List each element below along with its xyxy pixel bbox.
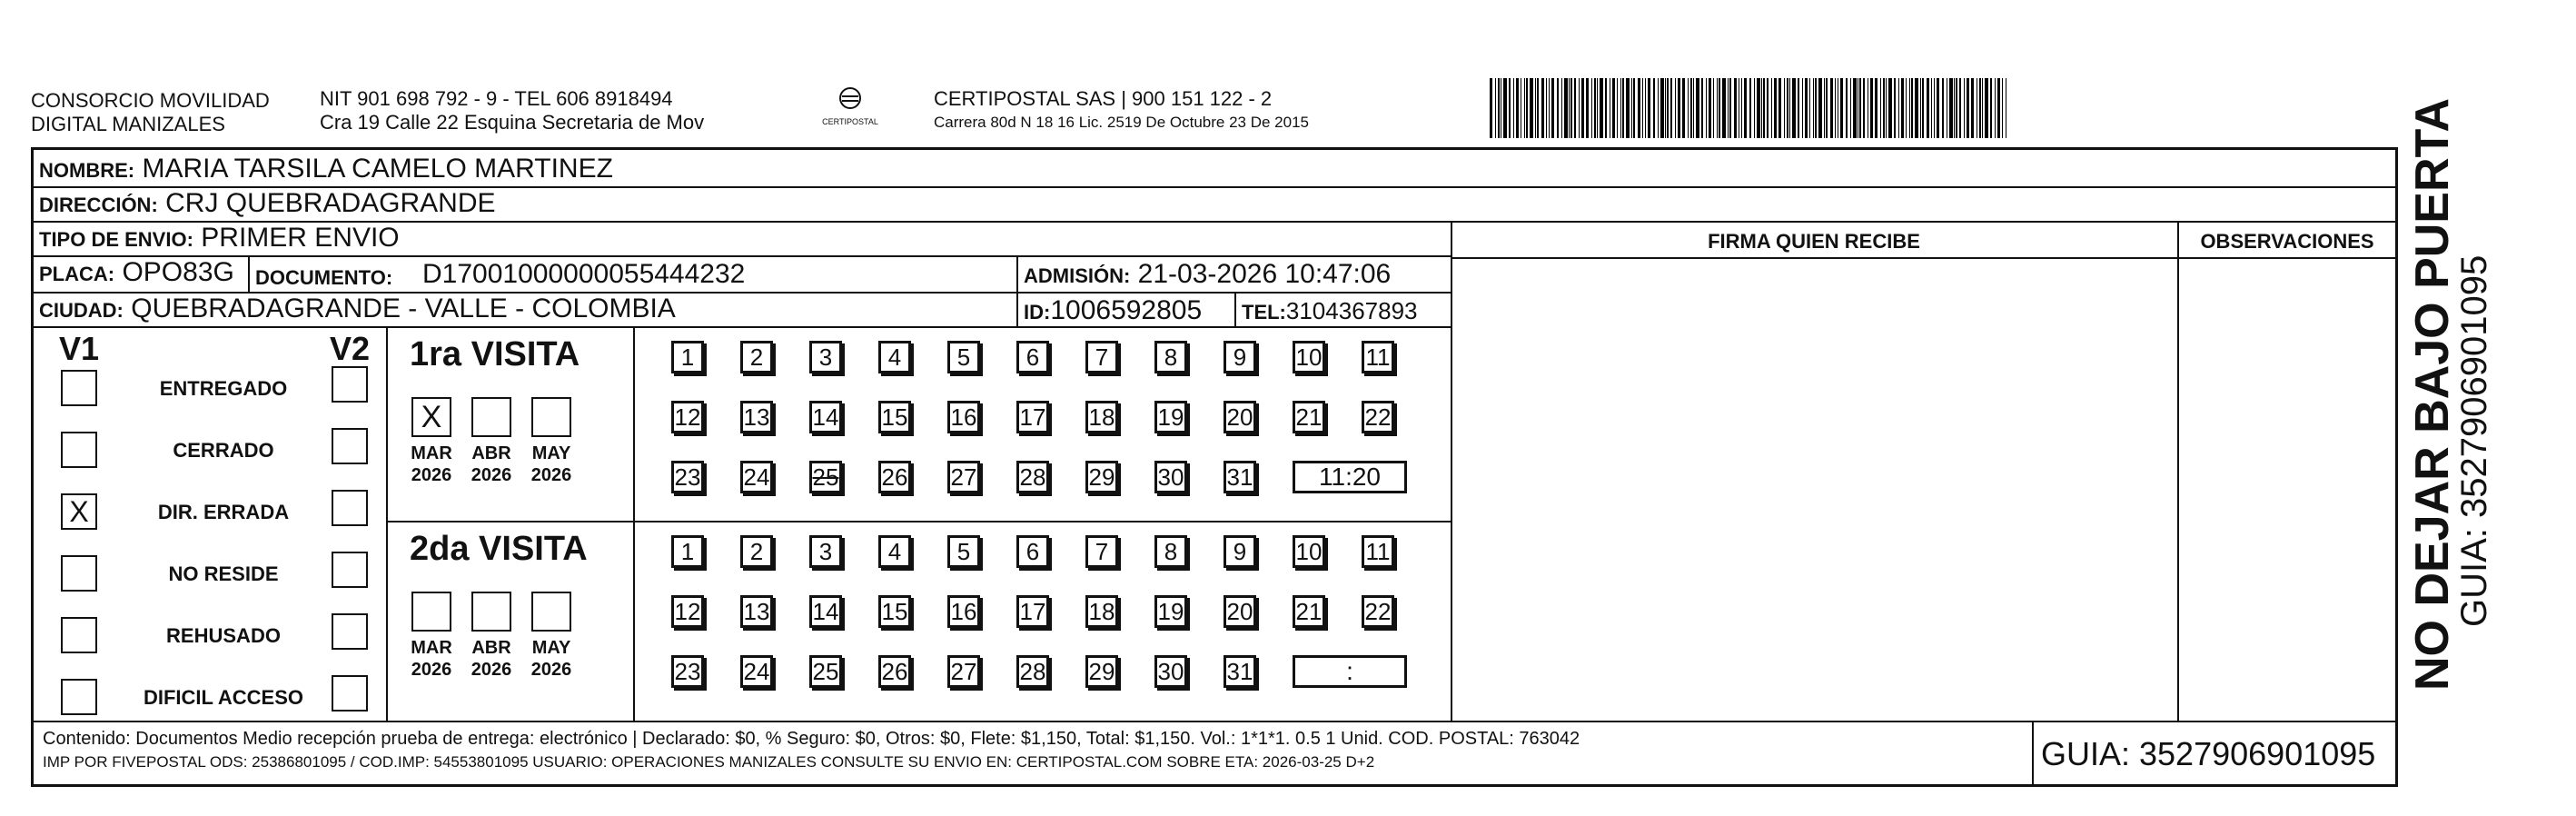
day-box[interactable]: 19	[1154, 401, 1187, 433]
day-box[interactable]: 23	[671, 461, 704, 493]
day-box[interactable]: 18	[1085, 401, 1118, 433]
visit2-title: 2da VISITA	[410, 530, 588, 568]
day-box[interactable]: 15	[878, 595, 911, 628]
v2-header: V2	[330, 330, 371, 367]
day-box[interactable]: 24	[740, 655, 773, 688]
footer-guia: GUIA: 3527906901095	[2041, 735, 2376, 772]
day-box[interactable]: 27	[947, 461, 980, 493]
month-checkbox[interactable]: X	[411, 397, 451, 437]
day-box[interactable]: 31	[1224, 655, 1256, 688]
day-box[interactable]: 28	[1016, 655, 1049, 688]
day-box[interactable]: 6	[1016, 341, 1049, 373]
placa-label: PLACA:	[39, 263, 115, 285]
time-box[interactable]: :	[1293, 655, 1407, 688]
status-v1-checkbox[interactable]: X	[61, 493, 97, 530]
placa-value: OPO83G	[122, 257, 234, 287]
day-box[interactable]: 5	[947, 535, 980, 568]
direccion-value: CRJ QUEBRADAGRANDE	[165, 188, 496, 218]
day-box[interactable]: 2	[740, 535, 773, 568]
day-box[interactable]: 7	[1085, 341, 1118, 373]
status-label: DIFICIL ACCESO	[143, 686, 303, 709]
month-checkbox[interactable]	[531, 397, 571, 437]
observaciones-label: OBSERVACIONES	[2200, 230, 2374, 253]
month-name: MAY	[531, 638, 571, 658]
status-label: DIR. ERRADA	[157, 501, 290, 523]
tipo-row	[34, 223, 1451, 257]
status-v1-checkbox[interactable]	[61, 679, 97, 715]
ciudad-label: CIUDAD:	[39, 299, 124, 322]
month-name: MAR	[411, 443, 452, 463]
day-box[interactable]: 4	[878, 535, 911, 568]
month-year: 2026	[471, 660, 512, 680]
time-box[interactable]: 11:20	[1293, 461, 1407, 493]
day-box[interactable]: 13	[740, 595, 773, 628]
month-year: 2026	[471, 465, 512, 485]
visits-area	[34, 328, 1451, 721]
day-box[interactable]: 1	[671, 535, 704, 568]
day-box[interactable]: 25	[809, 655, 842, 688]
month-label	[404, 637, 459, 681]
day-box[interactable]: 12	[671, 401, 704, 433]
footer-content: Contenido: Documentos Medio recepción prueba de entrega: electrónico | Declarado: $0, % Seguro: $0, Otros: $0, Flete: $1,150, Total: $1,150. Vol.: 1*1*1. 0.5 1 Unid. COD. POSTAL: 763042	[43, 729, 1580, 749]
day-box[interactable]: 28	[1016, 461, 1049, 493]
status-label: NO RESIDE	[168, 562, 279, 585]
day-box[interactable]: 17	[1016, 595, 1049, 628]
address-line: Cra 19 Calle 22 Esquina Secretaria de Mov	[320, 111, 705, 134]
documento-label: DOCUMENTO:	[255, 266, 393, 289]
day-box[interactable]: 3	[809, 535, 842, 568]
nombre-value: MARIA TARSILA CAMELO MARTINEZ	[142, 154, 613, 184]
day-box[interactable]: 13	[740, 401, 773, 433]
documento-value: D17001000000055444232	[422, 259, 746, 289]
id-label: ID:	[1024, 301, 1051, 323]
carrier-logo	[814, 85, 887, 126]
day-box[interactable]: 6	[1016, 535, 1049, 568]
day-box[interactable]: 17	[1016, 401, 1049, 433]
tel-value: 3104367893	[1285, 297, 1418, 324]
ciudad-value: QUEBRADAGRANDE - VALLE - COLOMBIA	[131, 294, 676, 323]
status-v2-checkbox[interactable]	[332, 366, 368, 403]
footer-imp: IMP POR FIVEPOSTAL ODS: 25386801095 / COD.IMP: 54553801095 USUARIO: OPERACIONES MANIZALES CONSULTE SU ENVIO EN: CERTIPOSTAL.COM SOBRE ETA: 2026-03-25 D+2	[43, 753, 1375, 771]
month-name: ABR	[471, 638, 511, 658]
day-box[interactable]: 25	[809, 461, 842, 493]
day-box[interactable]: 2	[740, 341, 773, 373]
month-name: MAY	[531, 443, 571, 463]
signature-area[interactable]	[1452, 259, 2175, 719]
day-box[interactable]: 27	[947, 655, 980, 688]
month-year: 2026	[530, 660, 572, 680]
status-v2-checkbox[interactable]	[332, 613, 368, 650]
status-v2-checkbox[interactable]	[332, 675, 368, 712]
day-box[interactable]: 14	[809, 401, 842, 433]
tel-label: TEL:	[1242, 301, 1286, 323]
no-dejar-bajo-puerta: NO DEJAR BAJO PUERTA	[2406, 97, 2459, 691]
day-box[interactable]: 10	[1293, 341, 1325, 373]
day-box[interactable]: 29	[1085, 655, 1118, 688]
month-checkbox[interactable]	[411, 592, 451, 632]
status-v1-checkbox[interactable]	[61, 370, 97, 406]
status-v2-checkbox[interactable]	[332, 490, 368, 526]
day-box[interactable]: 9	[1224, 535, 1256, 568]
direccion-row	[34, 188, 2395, 223]
day-box[interactable]: 11	[1362, 535, 1394, 568]
day-box[interactable]: 20	[1224, 595, 1256, 628]
status-label: CERRADO	[173, 439, 274, 462]
side-guia: GUIA: 3527906901095	[2454, 254, 2494, 627]
day-box[interactable]: 29	[1085, 461, 1118, 493]
carrier-line-2: Carrera 80d N 18 16 Lic. 2519 De Octubre 23 De 2015	[934, 114, 1309, 131]
logo-icon	[834, 85, 867, 113]
day-box[interactable]: 14	[809, 595, 842, 628]
v1-header: V1	[59, 330, 100, 367]
status-v2-checkbox[interactable]	[332, 552, 368, 588]
month-year: 2026	[530, 465, 572, 485]
day-box[interactable]: 19	[1154, 595, 1187, 628]
day-box[interactable]: 18	[1085, 595, 1118, 628]
day-box[interactable]: 30	[1154, 461, 1187, 493]
carrier-line-1: CERTIPOSTAL SAS | 900 151 122 - 2	[934, 87, 1273, 110]
admision-label: ADMISIÓN:	[1024, 264, 1131, 287]
day-box[interactable]: 26	[878, 655, 911, 688]
observations-area[interactable]	[2179, 259, 2393, 719]
day-box[interactable]: 26	[878, 461, 911, 493]
visit1-title: 1ra VISITA	[410, 335, 580, 373]
firma-label: FIRMA QUIEN RECIBE	[1708, 230, 1920, 253]
admision-value: 21-03-2026 10:47:06	[1137, 259, 1392, 289]
day-box[interactable]: 16	[947, 401, 980, 433]
status-label: ENTREGADO	[159, 377, 288, 400]
day-box[interactable]: 31	[1224, 461, 1256, 493]
day-box[interactable]: 20	[1224, 401, 1256, 433]
day-box[interactable]: 30	[1154, 655, 1187, 688]
nombre-label: NOMBRE:	[39, 159, 135, 182]
company-contact	[320, 87, 704, 134]
day-box[interactable]: 5	[947, 341, 980, 373]
month-label	[464, 443, 519, 486]
day-box[interactable]: 4	[878, 341, 911, 373]
status-label: REHUSADO	[166, 624, 281, 647]
day-box[interactable]: 21	[1293, 595, 1325, 628]
day-box[interactable]: 22	[1362, 401, 1394, 433]
day-box[interactable]: 16	[947, 595, 980, 628]
day-box[interactable]: 3	[809, 341, 842, 373]
company-line-1: CONSORCIO MOVILIDAD	[31, 89, 270, 112]
company-name	[31, 89, 270, 136]
day-box[interactable]: 8	[1154, 535, 1187, 568]
status-v1-checkbox[interactable]	[61, 555, 97, 592]
day-box[interactable]: 22	[1362, 595, 1394, 628]
month-year: 2026	[411, 660, 452, 680]
month-label	[464, 637, 519, 681]
delivery-form	[31, 147, 2398, 787]
ciudad-row	[34, 294, 1451, 328]
id-value: 1006592805	[1050, 295, 1203, 325]
day-box[interactable]: 7	[1085, 535, 1118, 568]
day-box[interactable]: 1	[671, 341, 704, 373]
nit-line: NIT 901 698 792 - 9 - TEL 606 8918494	[320, 87, 673, 110]
direccion-label: DIRECCIÓN:	[39, 194, 158, 216]
status-v1-checkbox[interactable]	[61, 432, 97, 468]
carrier-info	[934, 87, 1309, 134]
month-checkbox[interactable]	[471, 592, 511, 632]
day-box[interactable]: 10	[1293, 535, 1325, 568]
month-name: ABR	[471, 443, 511, 463]
tipo-label: TIPO DE ENVIO:	[39, 228, 193, 251]
month-checkbox[interactable]	[471, 397, 511, 437]
logo-text: CERTIPOSTAL	[822, 117, 878, 126]
month-label	[524, 443, 579, 486]
status-v2-checkbox[interactable]	[332, 428, 368, 464]
day-box[interactable]: 12	[671, 595, 704, 628]
day-box[interactable]: 21	[1293, 401, 1325, 433]
placa-row	[34, 257, 1451, 294]
day-box[interactable]: 23	[671, 655, 704, 688]
month-checkbox[interactable]	[531, 592, 571, 632]
barcode	[1490, 78, 2216, 138]
status-v1-checkbox[interactable]	[61, 617, 97, 653]
day-box[interactable]: 15	[878, 401, 911, 433]
day-box[interactable]: 9	[1224, 341, 1256, 373]
day-box[interactable]: 11	[1362, 341, 1394, 373]
nombre-row	[34, 150, 2395, 188]
day-box[interactable]: 24	[740, 461, 773, 493]
company-line-2: DIGITAL MANIZALES	[31, 113, 225, 135]
month-year: 2026	[411, 465, 452, 485]
day-box[interactable]: 8	[1154, 341, 1187, 373]
month-label	[524, 637, 579, 681]
tipo-value: PRIMER ENVIO	[201, 223, 400, 253]
month-name: MAR	[411, 638, 452, 658]
month-label	[404, 443, 459, 486]
